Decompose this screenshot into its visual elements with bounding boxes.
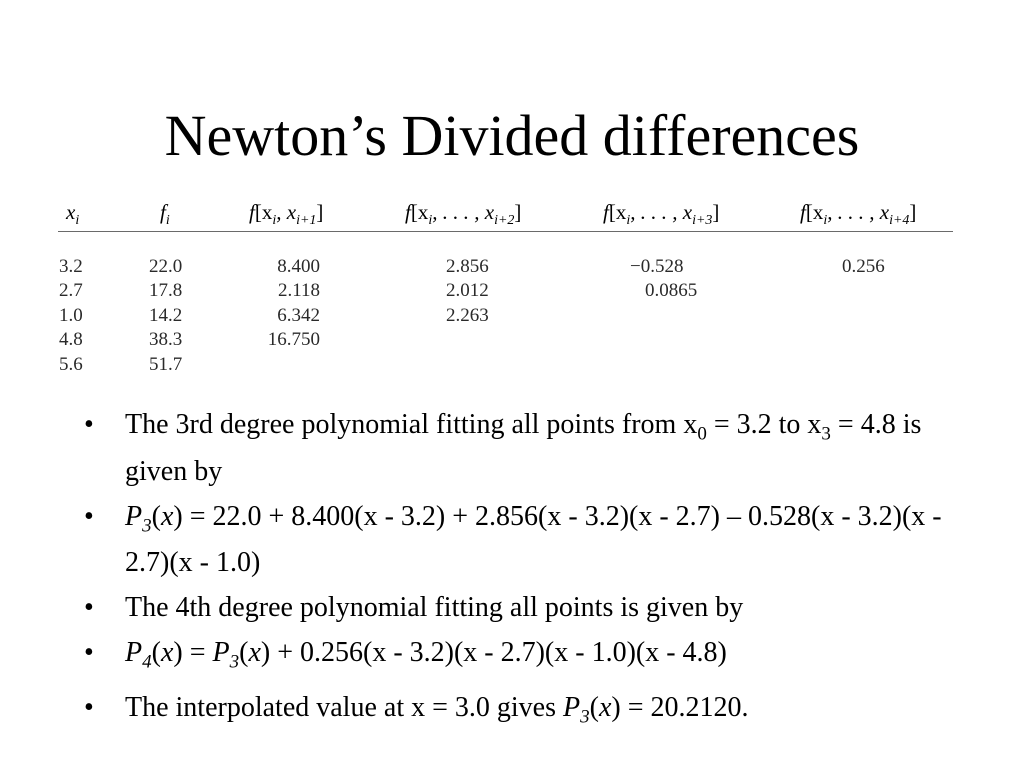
header-sub2: i+4: [889, 213, 910, 229]
header-args: [x: [410, 200, 429, 224]
subscript: 4: [142, 651, 152, 673]
bullet-item-p3-formula: [84, 498, 964, 582]
bullet-marker: •: [84, 409, 94, 440]
header-fn: f: [249, 200, 255, 224]
table-cell: 38.3: [149, 329, 183, 351]
header-args: [x: [608, 200, 627, 224]
header-sub2: i+3: [692, 213, 713, 229]
column-xi: [59, 255, 83, 377]
variable-x: x: [598, 691, 612, 723]
header-mid: , x: [276, 200, 297, 224]
poly-symbol: P: [563, 691, 581, 723]
header-args: [x: [805, 200, 824, 224]
subscript: 0: [697, 423, 707, 445]
table-cell: 4.8: [59, 329, 83, 351]
bullet-item-p4-formula: [84, 634, 964, 681]
bullet-list: [84, 406, 964, 743]
bullet-marker: •: [84, 691, 94, 723]
header-close: ]: [909, 200, 917, 224]
column-first-difference: [262, 255, 320, 353]
bullet-text: The 4th degree polynomial fitting all points is given by: [125, 592, 744, 624]
header-mid: , . . . , x: [630, 200, 693, 224]
table-cell: 1.0: [59, 304, 83, 326]
subscript: 3: [821, 423, 831, 445]
bullet-marker: •: [84, 637, 94, 669]
header-close: ]: [316, 200, 324, 224]
bullet-text: = 4.8 is given by: [125, 409, 922, 487]
table-cell: 2.118: [277, 280, 320, 302]
poly-symbol: P: [125, 500, 143, 532]
header-fn: f: [603, 200, 609, 224]
header-rule: [58, 231, 953, 232]
bullet-text: (: [151, 637, 161, 669]
table-cell: 3.2: [59, 256, 83, 277]
header-fn: f: [405, 200, 411, 224]
bullet-text: The interpolated value at x = 3.0 gives: [125, 691, 563, 723]
variable-x: x: [248, 637, 261, 669]
bullet-item-fourth-degree: [84, 589, 964, 626]
subscript: 3: [580, 706, 590, 728]
header-args: [x: [254, 200, 273, 224]
table-cell: 2.263: [446, 304, 489, 326]
bullet-text: ) = 22.0 + 8.400(x - 3.2) + 2.856(x - 3.2)(x - 2.7) – 0.528(x - 3.2)(x - 2.7)(x - 1.0): [125, 500, 942, 579]
table-cell: −0.528: [630, 256, 684, 277]
variable-x: x: [160, 637, 174, 669]
header-close: ]: [712, 200, 720, 224]
table-cell: 8.400: [277, 256, 320, 277]
column-second-difference: [446, 255, 489, 328]
subscript: 3: [142, 515, 152, 537]
bullet-text: (: [239, 637, 249, 669]
table-cell: 22.0: [149, 256, 183, 277]
bullet-text: (: [151, 500, 161, 532]
header-xi-var: x: [66, 200, 76, 224]
table-cell: 0.0865: [645, 280, 698, 302]
bullet-text: = 3.2 to x: [706, 409, 822, 440]
table-cell: 0.256: [842, 256, 885, 277]
header-sub: i: [626, 213, 631, 229]
header-sub: i: [823, 213, 828, 229]
table-cell: 6.342: [277, 304, 320, 326]
header-fi-fn: f: [160, 200, 166, 224]
column-fourth-difference: [842, 255, 885, 279]
table-cell: 5.6: [59, 353, 83, 375]
bullet-text: (: [589, 691, 599, 723]
subscript: 3: [229, 651, 240, 673]
header-xi-sub: i: [75, 213, 80, 229]
table-cell: 2.856: [446, 256, 489, 277]
table-cell: 14.2: [149, 304, 183, 326]
header-sub: i: [272, 213, 277, 229]
table-cell: 2.7: [59, 280, 83, 302]
table-cell: 51.7: [149, 353, 183, 375]
column-fi: [149, 255, 182, 377]
header-sub2: i+1: [296, 213, 317, 229]
table-cell: 16.750: [267, 329, 320, 351]
bullet-item-third-degree: [84, 406, 964, 490]
bullet-item-interpolated-value: [84, 689, 964, 736]
header-mid: , . . . , x: [432, 200, 495, 224]
slide-title: Newton’s Divided differences: [164, 103, 860, 168]
column-third-difference: [630, 255, 697, 304]
header-sub: i: [428, 213, 433, 229]
poly-symbol: P: [212, 637, 230, 669]
bullet-text: ) = 20.2120.: [611, 691, 749, 723]
variable-x: x: [160, 500, 174, 532]
header-close: ]: [514, 200, 522, 224]
bullet-text: ) =: [173, 637, 213, 669]
table-cell: 2.012: [446, 280, 489, 302]
header-fi-sub: i: [165, 213, 170, 229]
poly-symbol: P: [125, 637, 143, 669]
table-cell: 17.8: [149, 280, 183, 302]
header-mid: , . . . , x: [827, 200, 890, 224]
bullet-marker: •: [84, 500, 94, 532]
bullet-text: ) + 0.256(x - 3.2)(x - 2.7)(x - 1.0)(x - 4.8): [260, 637, 727, 669]
bullet-text: The 3rd degree polynomial fitting all points from x: [125, 409, 698, 440]
header-fn: f: [800, 200, 806, 224]
bullet-marker: •: [84, 592, 94, 624]
header-sub2: i+2: [494, 213, 515, 229]
